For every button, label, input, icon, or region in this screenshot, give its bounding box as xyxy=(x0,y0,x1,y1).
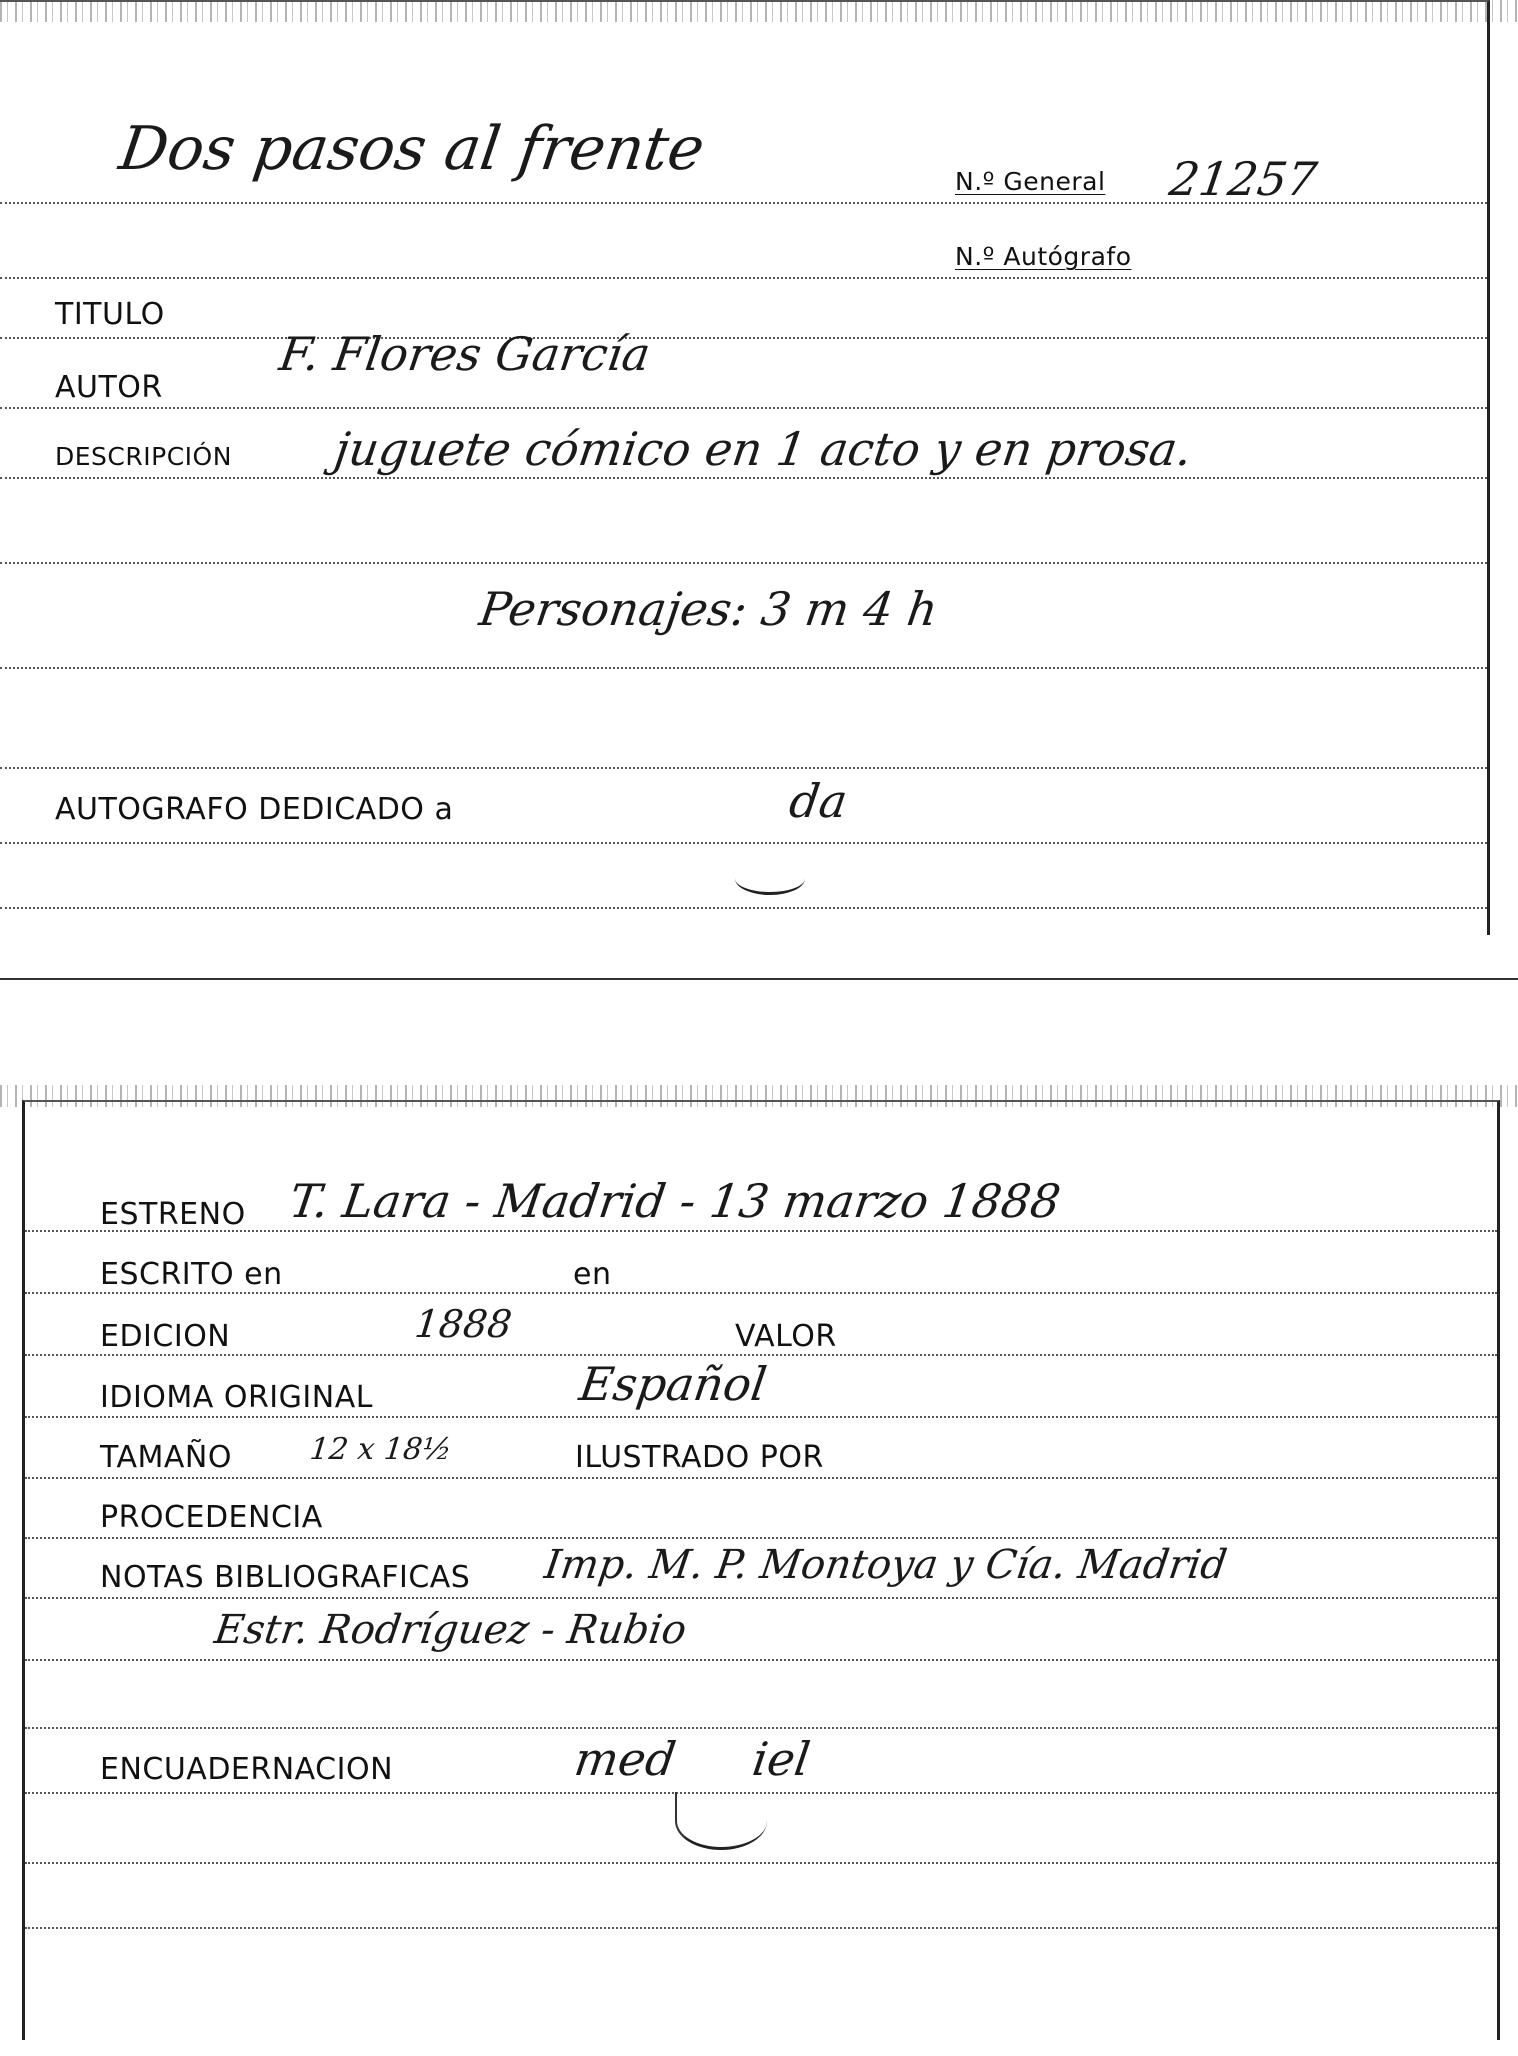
estreno-label: ESTRENO xyxy=(100,1197,246,1232)
edicion-value: 1888 xyxy=(412,1302,515,1346)
dotted-rule xyxy=(25,1416,1497,1418)
autografo-number-label: N.º Autógrafo xyxy=(955,242,1132,271)
dotted-rule xyxy=(25,1597,1497,1599)
dotted-rule xyxy=(0,477,1487,479)
handwritten-title: Dos pasos al frente xyxy=(115,114,709,184)
catalog-card-bottom xyxy=(22,1100,1500,2040)
dotted-rule xyxy=(25,1354,1497,1356)
dotted-rule xyxy=(25,1230,1497,1232)
encuadernacion-value-b: iel xyxy=(749,1732,814,1786)
escrito-en-label: en xyxy=(573,1257,612,1292)
general-number-value: 21257 xyxy=(1166,152,1321,206)
dedicado-label: AUTOGRAFO DEDICADO a xyxy=(55,792,454,827)
notas-label: NOTAS BIBLIOGRAFICAS xyxy=(100,1560,471,1595)
idioma-label: IDIOMA ORIGINAL xyxy=(100,1380,373,1415)
dedicado-value: da xyxy=(786,774,851,828)
personajes-note: Personajes: 3 m 4 h xyxy=(476,582,942,636)
dotted-rule xyxy=(25,1727,1497,1729)
escrito-label: ESCRITO en xyxy=(100,1257,283,1292)
idioma-value: Español xyxy=(576,1357,770,1411)
procedencia-label: PROCEDENCIA xyxy=(100,1500,323,1535)
general-number-label: N.º General xyxy=(955,167,1106,196)
dotted-rule xyxy=(25,1477,1497,1479)
tamano-value: 12 x 18½ xyxy=(308,1432,454,1467)
dotted-rule xyxy=(25,1659,1497,1661)
notas-value-line1: Imp. M. P. Montoya y Cía. Madrid xyxy=(541,1542,1230,1588)
dotted-rule xyxy=(0,667,1487,669)
dotted-rule xyxy=(25,1537,1497,1539)
autor-value: F. Flores García xyxy=(276,327,654,381)
dotted-rule xyxy=(0,562,1487,564)
dotted-rule xyxy=(25,1292,1497,1294)
edicion-label: EDICION xyxy=(100,1319,231,1354)
ilustrado-label: ILUSTRADO POR xyxy=(575,1440,824,1475)
notas-value-line2: Estr. Rodríguez - Rubio xyxy=(211,1607,690,1653)
dotted-rule xyxy=(0,337,1487,339)
dotted-rule xyxy=(0,277,1487,279)
dotted-rule xyxy=(25,1927,1497,1929)
titulo-label: TITULO xyxy=(55,297,165,332)
autor-label: AUTOR xyxy=(55,370,163,405)
dotted-rule xyxy=(0,407,1487,409)
descripcion-value: juguete cómico en 1 acto y en prosa. xyxy=(331,422,1196,476)
dotted-rule xyxy=(25,1862,1497,1864)
catalog-card-top xyxy=(0,0,1490,935)
punch-hole-mark xyxy=(735,862,805,895)
descripcion-label: DESCRIPCIÓN xyxy=(55,442,232,471)
valor-label: VALOR xyxy=(735,1319,837,1354)
dotted-rule xyxy=(0,907,1487,909)
encuadernacion-value-a: med xyxy=(571,1732,680,1786)
encuadernacion-label: ENCUADERNACION xyxy=(100,1752,394,1787)
dotted-rule xyxy=(0,767,1487,769)
punch-hole-mark xyxy=(675,1792,767,1850)
dotted-rule xyxy=(0,842,1487,844)
tamano-label: TAMAÑO xyxy=(100,1440,232,1475)
card-separator xyxy=(0,978,1518,980)
estreno-value: T. Lara - Madrid - 13 marzo 1888 xyxy=(286,1174,1064,1228)
